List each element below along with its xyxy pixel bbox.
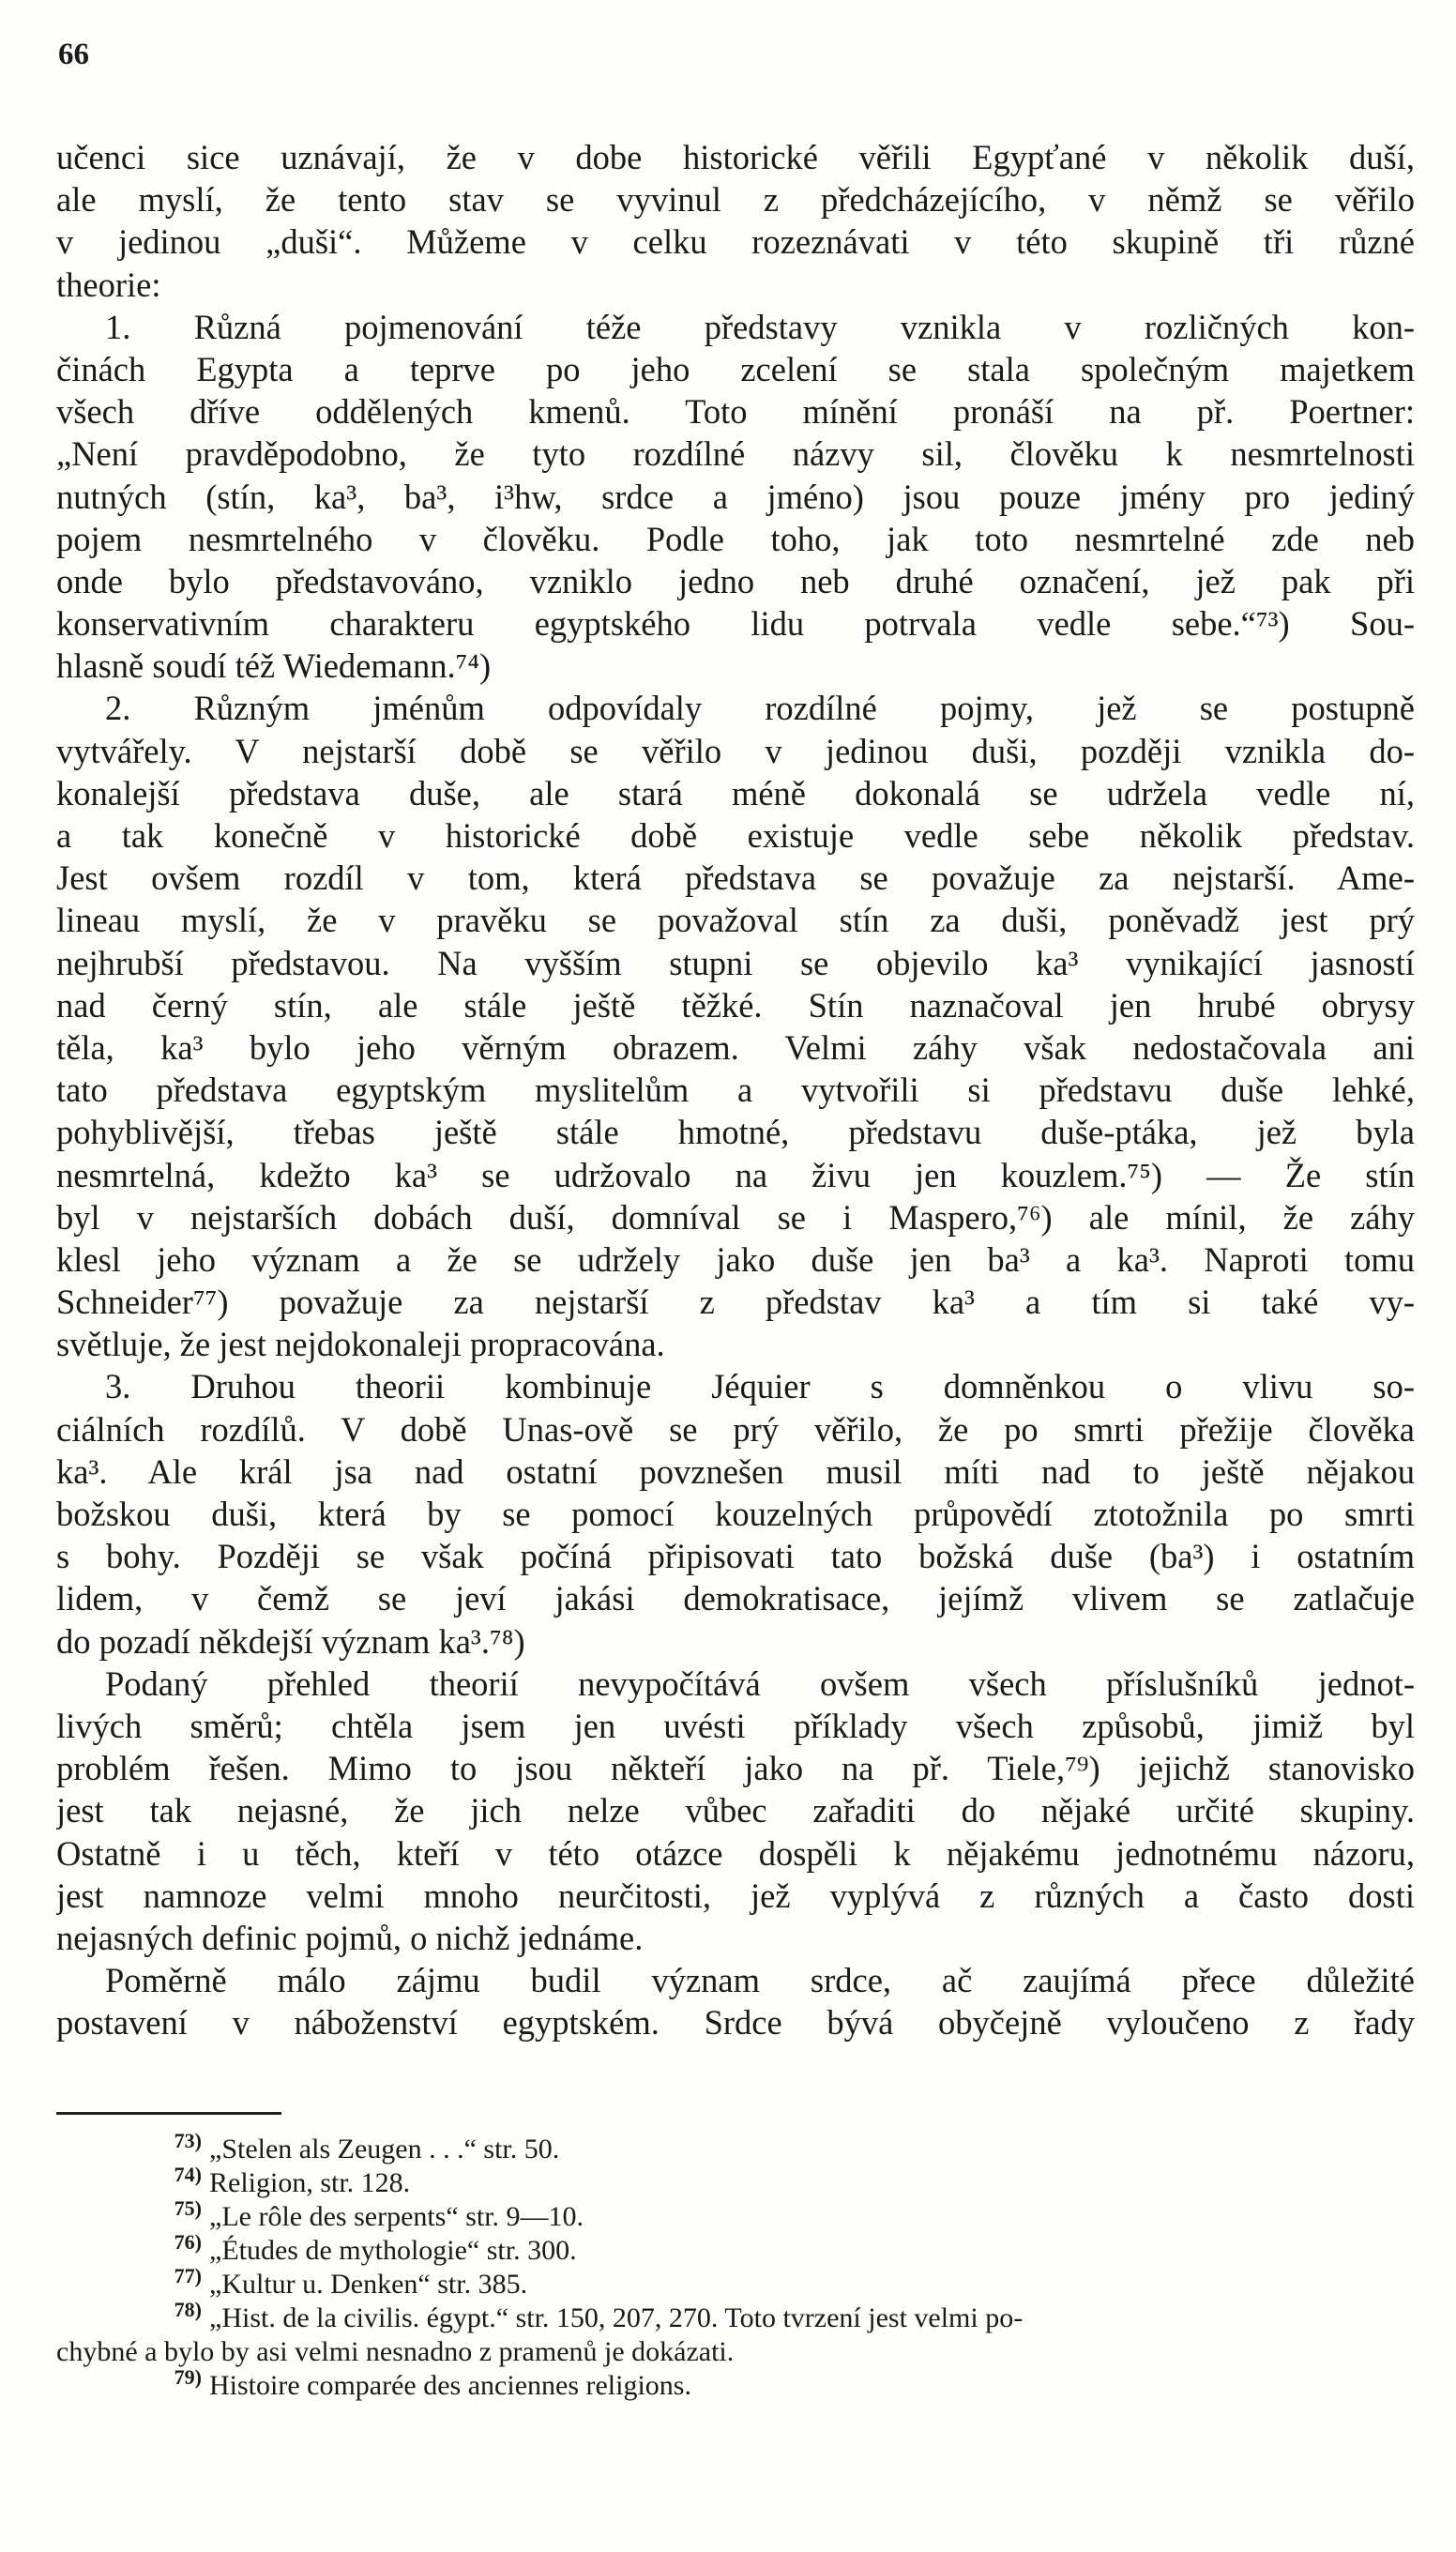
- footnote: 74) Religion, str. 128.: [174, 2163, 411, 2198]
- text-line: Podaný přehled theorií nevypočítává ovšem všech příslušníků jednot-: [105, 1663, 1415, 1703]
- text-line: ciálních rozdílů. V době Unas-ově se prý věřilo, že po smrti přežije člověka: [56, 1409, 1415, 1449]
- text-line: s bohy. Později se však počíná připisovati tato božská duše (ba³) i ostatním: [56, 1537, 1415, 1576]
- footnote-text: chybné a bylo by asi velmi nesnadno z pramenů je dokázati.: [56, 2336, 735, 2367]
- footnote-text: Histoire comparée des anciennes religions.: [209, 2370, 691, 2401]
- text-line: ale myslí, že tento stav se vyvinul z předcházejícího, v němž se věřilo: [56, 180, 1415, 220]
- footnote-text: „Hist. de la civilis. égypt.“ str. 150, 207, 270. Toto tvrzení jest velmi po-: [209, 2302, 1024, 2333]
- footnote: 73) „Stelen als Zeugen . . .“ str. 50.: [174, 2129, 560, 2165]
- footnote-text: „Stelen als Zeugen . . .“ str. 50.: [209, 2134, 560, 2165]
- footnote-text: „Le rôle des serpents“ str. 9—10.: [209, 2201, 584, 2232]
- footnote: 79) Histoire comparée des anciennes religions.: [174, 2365, 691, 2401]
- text-line: Schneider⁷⁷) považuje za nejstarší z představ ka³ a tím si také vy-: [56, 1283, 1415, 1322]
- text-line: klesl jeho význam a že se udržely jako duše jen ba³ a ka³. Naproti tomu: [56, 1239, 1415, 1279]
- text-line: nutných (stín, ka³, ba³, i³hw, srdce a jméno) jsou pouze jmény pro jediný: [56, 477, 1415, 516]
- text-line: Jest ovšem rozdíl v tom, která představa se považuje za nejstarší. Ame-: [56, 858, 1415, 898]
- text-line: 3. Druhou theorii kombinuje Jéquier s domněnkou o vlivu so-: [105, 1367, 1415, 1406]
- text-line: božskou duši, která by se pomocí kouzelných průpovědí ztotožnila po smrti: [56, 1495, 1415, 1533]
- footnote: 76) „Études de mythologie“ str. 300.: [174, 2230, 577, 2266]
- text-line: ka³. Ale král jsa nad ostatní povznešen musil míti nad to ještě nějakou: [56, 1451, 1415, 1491]
- text-line: pohyblivější, třebas ještě stále hmotné, představu duše-ptáka, jež byla: [56, 1113, 1415, 1152]
- text-line: pojem nesmrtelného v člověku. Podle toho, jak toto nesmrtelné zde neb: [56, 519, 1415, 558]
- body-text: [56, 136, 1415, 2043]
- footnote: 78) „Hist. de la civilis. égypt.“ str. 150, 207, 270. Toto tvrzení jest velmi po-: [174, 2298, 1024, 2333]
- text-line: všech dříve oddělených kmenů. Toto mínění pronáší na př. Poertner:: [56, 392, 1415, 432]
- footnote: 75) „Le rôle des serpents“ str. 9—10.: [174, 2196, 584, 2232]
- footnotes: [56, 2129, 1415, 2403]
- text-line: učenci sice uznávají, že v dobe historické věřili Egypťané v několik duší,: [56, 138, 1415, 176]
- text-line: jest tak nejasné, že jich nelze vůbec zařaditi do nějaké určité skupiny.: [56, 1791, 1415, 1830]
- text-line: theorie:: [56, 265, 161, 304]
- footnote-text: „Kultur u. Denken“ str. 385.: [209, 2269, 528, 2300]
- footnote-text: „Études de mythologie“ str. 300.: [209, 2235, 577, 2266]
- text-line: livých směrů; chtěla jsem jen uvésti příklady všech způsobů, jimiž byl: [56, 1706, 1415, 1745]
- footnote: [56, 2335, 1415, 2369]
- text-line: nejhrubší představou. Na vyšším stupni se objevilo ka³ vynikající jasností: [56, 943, 1415, 982]
- text-line: tato představa egyptským myslitelům a vytvořili si představu duše lehké,: [56, 1071, 1415, 1110]
- text-line: nad černý stín, ale stále ještě těžké. Stín naznačoval jen hrubé obrysy: [56, 985, 1415, 1025]
- text-line: činách Egypta a teprve po jeho zcelení se stala společným majetkem: [56, 349, 1415, 388]
- text-line: vytvářely. V nejstarší době se věřilo v jedinou duši, později vznikla do-: [56, 731, 1415, 770]
- page-number: 66: [58, 38, 89, 71]
- text-line: problém řešen. Mimo to jsou někteří jako na př. Tiele,⁷⁹) jejichž stanovisko: [56, 1749, 1415, 1788]
- text-line: 1. Různá pojmenování téže představy vznikla v rozličných kon-: [105, 307, 1415, 346]
- text-line: v jedinou „duši“. Můžeme v celku rozeznávati v této skupině tři různé: [56, 222, 1415, 262]
- text-line: lidem, v čemž se jeví jakási demokratisace, jejímž vlivem se zatlačuje: [56, 1579, 1415, 1618]
- text-line: 2. Různým jménům odpovídaly rozdílné pojmy, jež se postupně: [105, 689, 1415, 728]
- footnote: 77) „Kultur u. Denken“ str. 385.: [174, 2264, 528, 2300]
- text-line: nesmrtelná, kdežto ka³ se udržovalo na živu jen kouzlem.⁷⁵) — Že stín: [56, 1155, 1415, 1194]
- text-line: světluje, že jest nejdokonaleji propracována.: [56, 1325, 665, 1364]
- text-line: „Není pravděpodobno, že tyto rozdílné názvy sil, člověku k nesmrtelnosti: [56, 434, 1415, 474]
- footnote-rule: [56, 2112, 281, 2115]
- text-line: postavení v náboženství egyptském. Srdce bývá obyčejně vyloučeno z řady: [56, 2003, 1415, 2043]
- text-line: Ostatně i u těch, kteří v této otázce dospěli k nějakému jednotnému názoru,: [56, 1833, 1415, 1873]
- text-line: těla, ka³ bylo jeho věrným obrazem. Velmi záhy však nedostačovala ani: [56, 1027, 1415, 1067]
- text-line: nejasných definic pojmů, o nichž jednáme.: [56, 1918, 644, 1957]
- text-line: Poměrně málo zájmu budil význam srdce, ač zaujímá přece důležité: [105, 1961, 1415, 2000]
- text-line: onde bylo představováno, vzniklo jedno neb druhé označení, jež pak při: [56, 561, 1415, 600]
- text-line: a tak konečně v historické době existuje vedle sebe několik představ.: [56, 816, 1415, 855]
- text-line: hlasně soudí též Wiedemann.⁷⁴): [56, 646, 492, 686]
- text-line: konalejší představa duše, ale stará méně dokonalá se udržela vedle ní,: [56, 773, 1415, 813]
- text-line: lineau myslí, že v pravěku se považoval stín za duši, poněvadž jest prý: [56, 901, 1415, 940]
- text-line: jest namnoze velmi mnoho neurčitosti, jež vyplývá z různých a často dosti: [56, 1876, 1415, 1915]
- text-line: byl v nejstarších dobách duší, domníval se i Maspero,⁷⁶) ale mínil, že záhy: [56, 1197, 1415, 1237]
- text-line: do pozadí někdejší význam ka³.⁷⁸): [56, 1621, 525, 1661]
- footnote-text: Religion, str. 128.: [209, 2167, 411, 2198]
- text-line: konservativním charakteru egyptského lidu potrvala vedle sebe.“⁷³) Sou-: [56, 604, 1415, 644]
